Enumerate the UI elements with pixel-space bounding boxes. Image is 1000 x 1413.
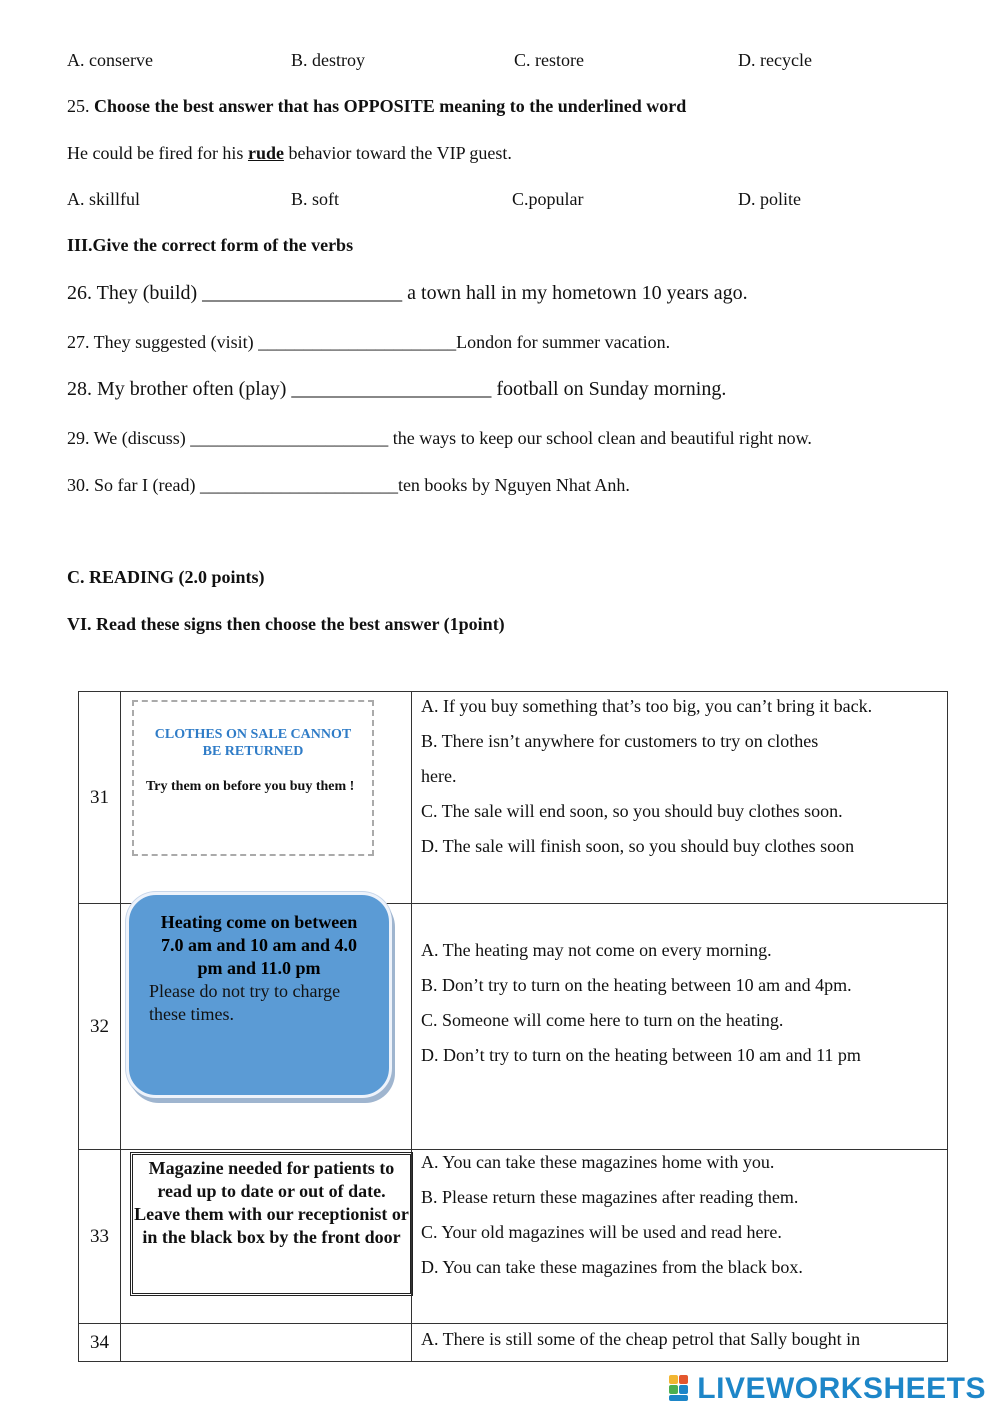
answer-option: C. Your old magazines will be used and read here. — [421, 1222, 782, 1242]
q25-underlined-word: rude — [247, 143, 284, 163]
sign-number: 34 — [79, 1324, 121, 1362]
q25-option-b: B. soft — [291, 189, 340, 209]
reading-subtitle: VI. Read these signs then choose the best answer (1point) — [67, 614, 505, 634]
answer-option: C. Someone will come here to turn on the heating. — [421, 1010, 784, 1030]
liveworksheets-logo-icon — [669, 1375, 695, 1403]
verb-question-28: 28. My brother often (play) ____________________ football on Sunday morning. — [67, 378, 727, 400]
q25-option-d: D. polite — [738, 189, 801, 209]
answer-option: A. You can take these magazines home with you. — [421, 1152, 775, 1172]
answers-cell — [412, 1324, 948, 1362]
sign-cell — [121, 904, 412, 1150]
signs-table — [78, 691, 948, 1362]
verb-question-30: 30. So far I (read) ______________________ten books by Nguyen Nhat Anh. — [67, 475, 630, 495]
sign-subtext: Please do not try to charge these times. — [149, 981, 341, 1024]
sign-subtext: Try them on before you buy them ! — [146, 779, 355, 794]
q25-option-c: C.popular — [512, 189, 584, 209]
verb-question-26: 26. They (build) ____________________ a town hall in my hometown 10 years ago. — [67, 282, 748, 304]
q25-number: 25. — [67, 96, 90, 116]
sign-headline: Heating come on between 7.0 am and 10 am and 4.0 pm and 11.0 pm — [160, 912, 358, 978]
q25-option-a: A. skillful — [67, 189, 141, 209]
sign-row-32 — [79, 904, 948, 1150]
sign-notice-clothes — [132, 700, 374, 856]
q25-sentence-after: behavior toward the VIP guest. — [288, 143, 512, 163]
q24-option-b: B. destroy — [291, 50, 365, 70]
answer-option: B. There isn’t anywhere for customers to try on clothes — [421, 731, 819, 751]
reading-title: C. READING (2.0 points) — [67, 567, 265, 587]
sign-row-31 — [79, 692, 948, 904]
sign-notice-heating — [126, 892, 392, 1098]
sign-line-2: Leave them with our receptionist or in the black box by the front door — [134, 1204, 409, 1247]
sign-headline: CLOTHES ON SALE CANNOT BE RETURNED — [154, 727, 352, 759]
q25-instruction: Choose the best answer that has OPPOSITE meaning to the underlined word — [94, 96, 687, 116]
liveworksheets-logo[interactable] — [669, 1373, 986, 1405]
q24-option-c: C. restore — [514, 50, 584, 70]
verbs-section-title: III.Give the correct form of the verbs — [67, 235, 354, 255]
answer-option: A. The heating may not come on every morning. — [421, 940, 772, 960]
answer-option: A. There is still some of the cheap petrol that Sally bought in — [421, 1329, 861, 1349]
sign-cell — [121, 692, 412, 904]
q24-option-d: D. recycle — [738, 50, 812, 70]
verb-question-29: 29. We (discuss) ______________________ the ways to keep our school clean and beautiful right now. — [67, 428, 812, 448]
answer-option: B. Don’t try to turn on the heating between 10 am and 4pm. — [421, 975, 852, 995]
answer-option: here. — [421, 766, 457, 786]
answer-option: B. Please return these magazines after reading them. — [421, 1187, 799, 1207]
answer-option: D. Don’t try to turn on the heating between 10 am and 11 pm — [421, 1045, 861, 1065]
answers-cell — [412, 904, 948, 1150]
sign-cell — [121, 1150, 412, 1324]
q25-sentence — [67, 142, 512, 164]
q24-option-a: A. conserve — [67, 50, 153, 70]
answers-cell — [412, 692, 948, 904]
sign-number: 33 — [79, 1150, 121, 1324]
answers-cell — [412, 1150, 948, 1324]
answer-option: C. The sale will end soon, so you should buy clothes soon. — [421, 801, 843, 821]
liveworksheets-logo-text: LIVEWORKSHEETS — [697, 1372, 986, 1405]
sign-number: 32 — [79, 904, 121, 1150]
answer-option: A. If you buy something that’s too big, you can’t bring it back. — [421, 696, 873, 716]
q25-heading — [67, 95, 686, 117]
sign-notice-magazines — [130, 1152, 413, 1296]
sign-number: 31 — [79, 692, 121, 904]
verb-question-27: 27. They suggested (visit) ______________________London for summer vacation. — [67, 332, 671, 352]
sign-row-33 — [79, 1150, 948, 1324]
answer-option: D. You can take these magazines from the black box. — [421, 1257, 803, 1277]
q25-sentence-before: He could be fired for his — [67, 143, 244, 163]
sign-line-1: Magazine needed for patients to read up to date or out of date. — [148, 1158, 395, 1201]
answer-option: D. The sale will finish soon, so you should buy clothes soon — [421, 836, 855, 856]
sign-cell — [121, 1324, 412, 1362]
sign-row-34 — [79, 1324, 948, 1362]
